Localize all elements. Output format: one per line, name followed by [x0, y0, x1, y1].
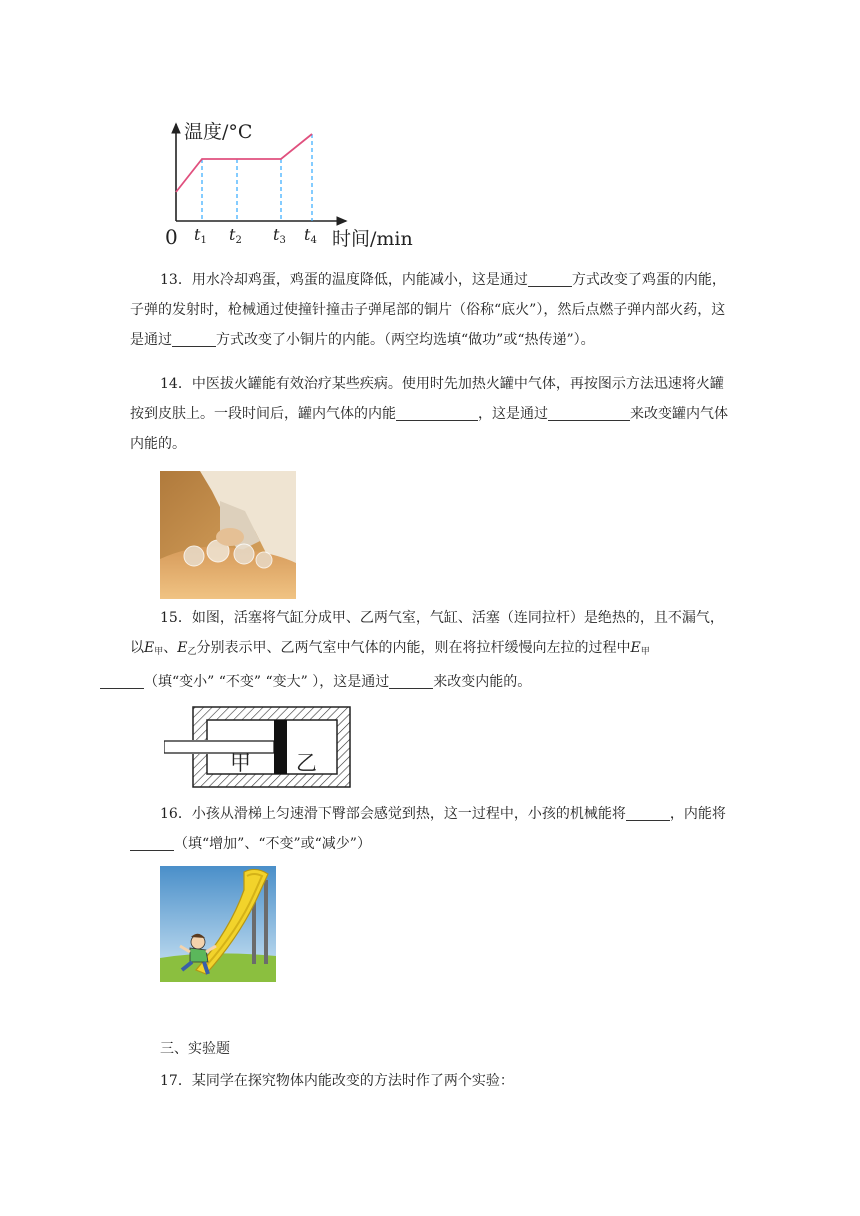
answer-blank[interactable] — [389, 672, 433, 689]
energy-symbol: E — [144, 640, 155, 656]
piston — [274, 720, 287, 774]
answer-blank[interactable] — [548, 404, 630, 421]
question-number: 14． — [160, 376, 192, 392]
subscript: 乙 — [187, 647, 197, 657]
question-16 — [130, 799, 734, 859]
chamber-yi-label: 乙 — [296, 751, 317, 775]
question-number: 16． — [160, 806, 192, 822]
question-text: 小孩从滑梯上匀速滑下臀部会感觉到热，这一过程中，小孩的机械能将 — [191, 806, 626, 822]
y-axis-label: 温度/°C — [184, 121, 253, 143]
subscript: 甲 — [154, 647, 164, 657]
question-text: （填“变小” “不变” “变大” ），这是通过 — [144, 674, 390, 690]
question-17 — [130, 1066, 734, 1096]
chamber-jia-label: 甲 — [230, 751, 251, 775]
x-tick-label-1: t1 — [194, 225, 207, 246]
answer-blank[interactable] — [172, 330, 216, 347]
cupping-photo — [160, 471, 296, 599]
answer-blank[interactable] — [626, 804, 670, 821]
question-text: 中医拔火罐能有效治疗某些疾病。使用时先加热火罐中气体，再按图示方法迅速将火罐按到皮肤上。一段时间后，罐内气体的内能 — [130, 376, 724, 422]
question-14 — [130, 369, 734, 459]
question-text: （填“增加”、“不变”或“减少”） — [174, 836, 371, 852]
energy-symbol: E — [630, 640, 641, 656]
slide-illustration — [160, 866, 276, 982]
answer-blank[interactable] — [130, 834, 174, 851]
question-15 — [130, 603, 734, 697]
question-text: 来改变内能的。 — [433, 674, 532, 690]
question-number: 15． — [160, 610, 192, 626]
question-text: 如图，活塞将气缸分成甲、乙两气室，气缸、活塞（连同拉杆）是绝热的，且不漏气，以 — [130, 610, 724, 656]
question-number: 13． — [160, 272, 192, 288]
question-number: 17． — [160, 1073, 192, 1089]
separator: 、 — [163, 640, 178, 656]
answer-blank[interactable] — [396, 404, 478, 421]
answer-blank[interactable] — [100, 672, 144, 689]
answer-blank[interactable] — [528, 270, 572, 287]
cylinder-diagram — [164, 704, 354, 790]
x-tick-label-3: t3 — [273, 225, 286, 246]
question-13 — [130, 265, 734, 355]
x-axis-label: 时间/min — [332, 228, 413, 250]
question-text: 分别表示甲、乙两气室中气体的内能，则在将拉杆缓慢向左拉的过程中 — [196, 640, 631, 656]
subscript: 甲 — [640, 647, 650, 657]
origin-label: 0 — [165, 225, 178, 249]
question-text: ，这是通过 — [478, 406, 548, 422]
chart-marks — [176, 134, 317, 246]
question-text: 方式改变了鸡蛋的内能，子弹的发射时，枪械通过使撞针撞击子弹尾部的铜片（俗称“底火”），然后点燃子弹内部火药，这是通过 — [130, 272, 726, 348]
question-text: 方式改变了小铜片的内能。（两空均选填“做功”或“热传递”）。 — [216, 332, 595, 348]
section-3-title: 三、实验题 — [160, 1041, 230, 1057]
x-tick-label-4: t4 — [304, 225, 317, 246]
temperature-time-graph — [160, 112, 422, 252]
x-tick-label-2: t2 — [229, 225, 242, 246]
question-text: ，内能将 — [669, 806, 726, 822]
energy-symbol: E — [177, 640, 188, 656]
question-text: 某同学在探究物体内能改变的方法时作了两个实验： — [191, 1073, 514, 1089]
question-text: 来改变罐内气体内能的。 — [130, 406, 728, 452]
question-text: 用水冷却鸡蛋，鸡蛋的温度降低，内能减小，这是通过 — [191, 272, 528, 288]
